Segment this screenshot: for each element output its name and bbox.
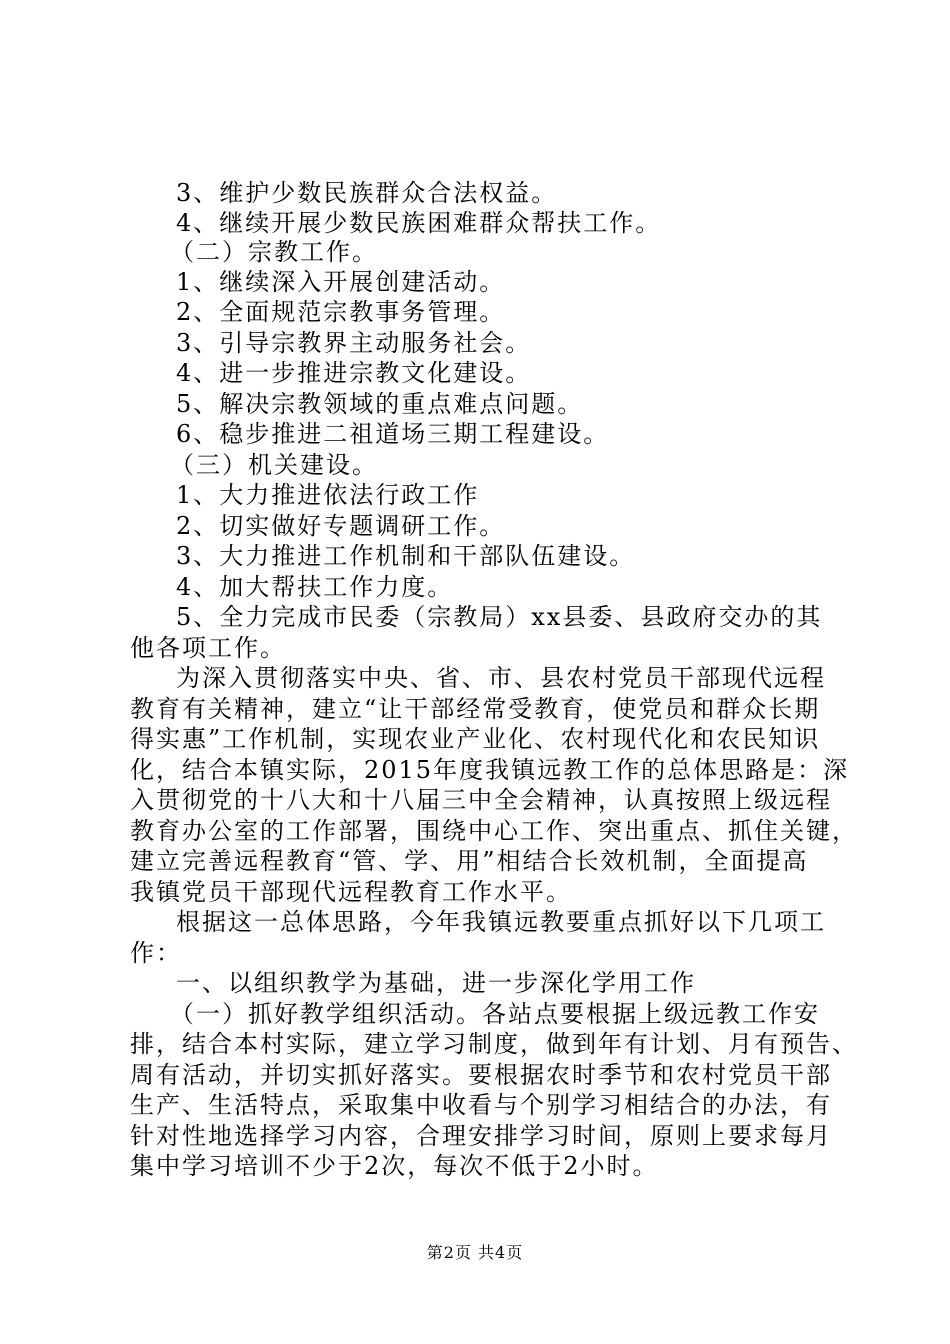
text-line: 4、加大帮扶工作力度。 [176,573,454,601]
text-line: 5、解决宗教领域的重点难点问题。 [176,390,584,418]
text-line: 入贯彻党的十八大和十八届三中全会精神，认真按照上级远程 [130,786,832,814]
section-heading: 一、以组织教学为基础，进一步深化学用工作 [176,969,696,997]
text-line: 周有活动，并切实抓好落实。要根据农时季节和农村党员干部 [130,1061,832,1089]
text-line: 6、稳步推进二祖道场三期工程建设。 [176,420,610,448]
text-line: 针对性地选择学习内容，合理安排学习时间，原则上要求每月 [130,1122,832,1150]
page-footer: 第2页 共4页 [426,1243,524,1262]
text-line: 作： [130,939,182,967]
text-line: 建立完善远程教育“管、学、用”相结合长效机制，全面提高 [130,847,809,875]
text-line: 5、全力完成市民委（宗教局）xx县委、县政府交办的其 [176,603,823,631]
text-line: 集中学习培训不少于2次，每次不低于2小时。 [130,1152,659,1180]
text-line: （一）抓好教学组织活动。各站点要根据上级远教工作安 [170,1000,820,1028]
text-line: 我镇党员干部现代远程教育工作水平。 [130,878,572,906]
text-line: 教育办公室的工作部署，围绕中心工作、突出重点、抓住关键， [130,817,858,845]
text-line: 他各项工作。 [130,634,286,662]
text-line: 得实惠”工作机制，实现农业产业化、农村现代化和农民知识 [130,725,821,753]
section-heading: （三）机关建设。 [170,451,378,479]
text-line: 4、进一步推进宗教文化建设。 [176,359,532,387]
text-line: 3、大力推进工作机制和干部队伍建设。 [176,542,636,570]
text-line: 排，结合本村实际，建立学习制度，做到年有计划、月有预告、 [130,1030,858,1058]
text-line: 2、全面规范宗教事务管理。 [176,298,506,326]
text-line: 化，结合本镇实际，2015年度我镇远教工作的总体思路是：深 [130,756,850,784]
text-line: 4、继续开展少数民族困难群众帮扶工作。 [176,209,662,237]
text-line: 为深入贯彻落实中央、省、市、县农村党员干部现代远程 [176,664,826,692]
text-line: 1、大力推进依法行政工作 [176,481,480,509]
text-line: 生产、生活特点，采取集中收看与个别学习相结合的办法，有 [130,1091,832,1119]
text-line: 3、维护少数民族群众合法权益。 [176,179,558,207]
text-line: 3、引导宗教界主动服务社会。 [176,329,532,357]
section-heading: （二）宗教工作。 [170,238,378,266]
text-line: 1、继续深入开展创建活动。 [176,268,506,296]
text-line: 根据这一总体思路，今年我镇远教要重点抓好以下几项工 [176,908,826,936]
text-line: 教育有关精神，建立“让干部经常受教育，使党员和群众长期 [130,695,821,723]
text-line: 2、切实做好专题调研工作。 [176,512,506,540]
